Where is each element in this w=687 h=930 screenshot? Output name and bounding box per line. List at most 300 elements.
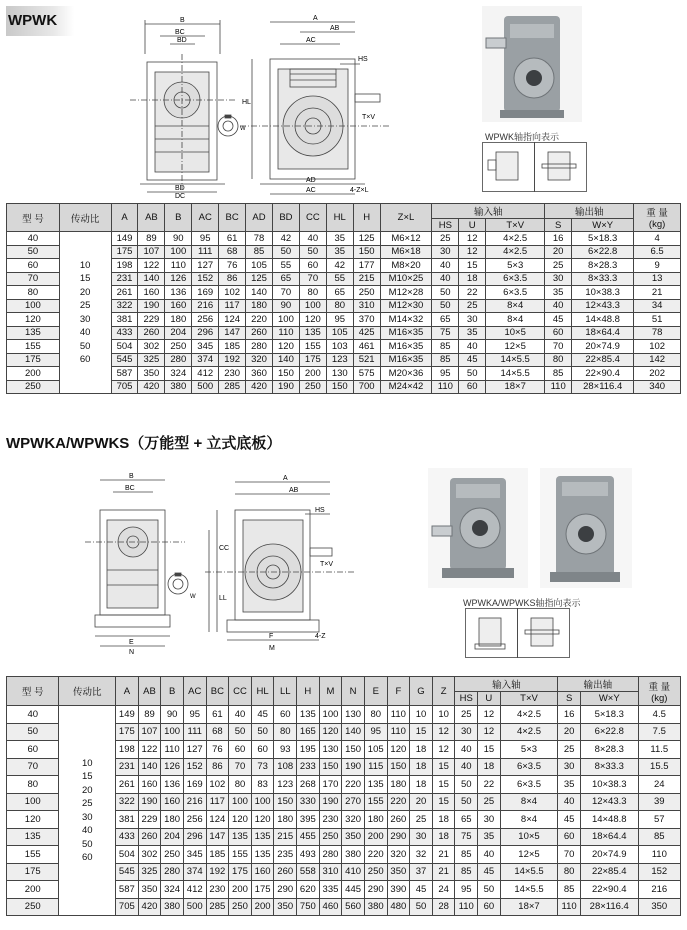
table-cell: 80 [326,299,353,313]
table-cell: 142 [634,353,681,367]
table-cell: 130 [326,367,353,381]
table-cell: 4×2.5 [486,245,545,259]
table-cell: 110 [638,846,680,864]
table-cell: 587 [111,367,138,381]
table-cell: 198 [111,259,138,273]
table-cell: 80 [558,863,581,881]
header-AC: AC [192,204,219,232]
svg-text:LL: LL [219,595,227,602]
table-cell: 40 [299,232,326,246]
table-cell: 545 [111,353,138,367]
table-cell: 190 [342,758,365,776]
table-cell: 70 [7,272,60,286]
table-cell: 40 [7,232,60,246]
header-WY: W×Y [572,219,634,232]
table-cell: 170 [319,776,342,794]
table-cell: 15 [478,741,501,759]
table-cell: 123 [274,776,297,794]
table-cell: 381 [116,811,139,829]
table-cell: M14×32 [380,313,432,327]
table-cell: 150 [353,245,380,259]
svg-text:A: A [283,475,288,482]
table-cell: 190 [138,793,161,811]
table-cell: 40 [558,793,581,811]
header-weight [634,204,681,232]
svg-text:BD: BD [175,185,185,192]
table-cell: 50 [432,299,459,313]
ratio-value: 20 [79,286,91,298]
table-cell: 250 [299,380,326,394]
table-cell: 500 [183,898,206,916]
header-A: A [111,204,138,232]
table-cell: 40 [545,299,572,313]
table-cell: 345 [192,340,219,354]
table-cell: 200 [7,367,60,381]
table-cell: 25 [545,259,572,273]
table-cell: 16 [558,706,581,724]
table-cell: 140 [342,723,365,741]
header2-M: M [319,677,342,706]
table-cell: 40 [432,272,459,286]
table-cell: 705 [116,898,139,916]
table-cell: 10×38.3 [572,286,634,300]
header2-AB: AB [138,677,161,706]
table-cell: 296 [183,828,206,846]
table-cell: 30 [459,313,486,327]
header2-S: S [558,692,581,706]
table-cell: 76 [219,259,246,273]
table-cell: 50 [272,245,299,259]
table-cell: M8×20 [380,259,432,273]
table-cell: M10×25 [380,272,432,286]
table-cell: 40 [455,741,478,759]
ratio-value: 20 [81,784,93,796]
table-cell: 200 [251,898,274,916]
table-cell: 95 [455,881,478,899]
header2-F: F [387,677,410,706]
table-cell: 95 [192,232,219,246]
table-cell: 50 [455,776,478,794]
header2-B: B [161,677,184,706]
table-cell: 73 [251,758,274,776]
table-cell: 493 [297,846,320,864]
header2-TV: T×V [500,692,558,706]
svg-text:N: N [129,649,135,655]
header-AD: AD [246,204,273,232]
table-cell: 120 [7,313,60,327]
table-cell: 150 [319,758,342,776]
table-cell: 250 [7,898,59,916]
table-cell: 18 [432,811,455,829]
table-cell: 6.5 [634,245,681,259]
table-cell: 25 [455,706,478,724]
table-cell: 155 [7,846,59,864]
table-cell: 45 [410,881,433,899]
table-cell: 78 [634,326,681,340]
table-cell: 100 [7,793,59,811]
table-cell: 310 [319,863,342,881]
table-cell: 280 [319,846,342,864]
header2-BC: BC [206,677,229,706]
table-cell: 110 [272,326,299,340]
table-cell: 110 [161,741,184,759]
table-cell: 350 [138,881,161,899]
table-cell: 215 [274,828,297,846]
table-cell: 102 [219,286,246,300]
section1-title: WPWK [6,6,74,36]
table-cell: 152 [183,758,206,776]
table-cell: 177 [353,259,380,273]
table-cell: 380 [165,380,192,394]
table-cell: 45 [459,353,486,367]
table-cell: 12 [478,723,501,741]
table-cell: 100 [251,793,274,811]
table-cell: 4×2.5 [486,232,545,246]
table-cell: 15 [459,259,486,273]
table-cell: 324 [161,881,184,899]
header-output-shaft: 输出轴 [545,204,634,219]
table-cell: 18 [410,758,433,776]
table-cell: 261 [111,286,138,300]
header2-CC: CC [229,677,252,706]
table-cell: 160 [138,776,161,794]
table-cell: 28×116.4 [572,380,634,394]
table-cell: 75 [432,326,459,340]
table-cell: M16×35 [380,353,432,367]
table-cell: 250 [229,898,252,916]
table-cell: 90 [272,299,299,313]
table-cell: 425 [353,326,380,340]
table-cell: 250 [7,380,60,394]
wpwk-orientation-diagram [482,142,587,192]
table-cell: 420 [246,380,273,394]
table-cell: M12×28 [380,286,432,300]
table-cell: M12×30 [380,299,432,313]
table-cell: 50 [459,367,486,381]
table-cell: 175 [251,881,274,899]
table-cell: 124 [219,313,246,327]
table-cell: 200 [299,367,326,381]
header2-Z: Z [432,677,455,706]
svg-text:W: W [240,126,246,132]
table-cell: 40 [432,259,459,273]
table-cell: 86 [219,272,246,286]
header2-model: 型 号 [7,677,59,706]
header2-weight-unit: (kg) [651,692,668,704]
table-cell: 85 [455,863,478,881]
table-cell: 68 [219,245,246,259]
table-cell: 4 [634,232,681,246]
table-cell: 558 [297,863,320,881]
table-cell: 231 [111,272,138,286]
table-cell: 370 [353,313,380,327]
table-cell: 149 [116,706,139,724]
table-cell: 107 [138,245,165,259]
table-cell: 70 [229,758,252,776]
table-cell: 28 [432,898,455,916]
ratio-value: 25 [81,798,93,809]
table-cell: 50 [229,723,252,741]
table-cell: 28×116.4 [580,898,638,916]
table-cell: M20×36 [380,367,432,381]
ratio-value: 50 [81,838,93,850]
table-cell: 10×5 [486,326,545,340]
table-cell: 521 [353,353,380,367]
table-cell: 85 [455,846,478,864]
table-cell: 192 [206,863,229,881]
table-cell: 60 [274,706,297,724]
table-cell: 135 [251,846,274,864]
table-cell: 100 [7,299,60,313]
table-cell: 35 [558,776,581,794]
svg-text:M: M [269,645,275,652]
table-cell: 105 [364,741,387,759]
table-cell: 374 [192,353,219,367]
header-AB: AB [138,204,165,232]
table-cell: 8×4 [486,313,545,327]
table-cell: 60 [229,741,252,759]
table-cell: M6×18 [380,245,432,259]
table-cell: 180 [161,811,184,829]
table-cell: 198 [116,741,139,759]
header2-AC: AC [183,677,206,706]
ratio-cell [59,232,111,394]
table-cell: 30 [545,272,572,286]
table-cell: 80 [364,706,387,724]
table-cell: 85 [558,881,581,899]
table-cell: 110 [455,898,478,916]
table-cell: 50 [7,245,60,259]
table-cell: 126 [161,758,184,776]
table-cell: 230 [319,811,342,829]
svg-text:AC: AC [306,187,316,194]
table-cell: 110 [558,898,581,916]
table-cell: 216 [183,793,206,811]
table-cell: 14×5.5 [486,367,545,381]
table-cell: 100 [229,793,252,811]
table-cell: 8×33.3 [580,758,638,776]
table-cell: 395 [297,811,320,829]
table-cell: 34 [634,299,681,313]
table-cell: 10 [432,706,455,724]
svg-text:HS: HS [358,56,368,63]
table-cell: 70 [558,846,581,864]
table-cell: 30 [478,811,501,829]
table-cell: 45 [558,811,581,829]
table-cell: 350 [138,367,165,381]
table-cell: 185 [219,340,246,354]
header2-ratio: 传动比 [59,677,116,706]
table-cell: 126 [165,272,192,286]
table-cell: 60 [478,898,501,916]
table-cell: 18 [410,776,433,794]
svg-text:T×V: T×V [362,114,376,121]
table-cell: 42 [272,232,299,246]
header-weight-unit: (kg) [648,219,666,230]
table-cell: 95 [326,313,353,327]
table-cell: 14×5.5 [500,881,558,899]
table-cell: 216 [192,299,219,313]
table-cell: 200 [364,828,387,846]
table-cell: 190 [138,299,165,313]
table-cell: 5×3 [500,741,558,759]
table-cell: 24 [638,776,680,794]
table-cell: 75 [455,828,478,846]
table-cell: 350 [387,863,410,881]
wpwk-table-body [7,232,681,394]
table-cell: 460 [319,898,342,916]
table-cell: 15.5 [638,758,680,776]
table-cell: 545 [116,863,139,881]
table-cell: 18 [410,741,433,759]
table-cell: 12×5 [500,846,558,864]
table-cell: 45 [251,706,274,724]
table-cell: 220 [387,793,410,811]
table-cell: 85 [432,353,459,367]
table-cell: 204 [165,326,192,340]
table-cell: 150 [274,793,297,811]
table-cell: 420 [138,898,161,916]
table-cell: 250 [319,828,342,846]
header-weight-label: 重 量 [646,208,668,219]
table-cell: 30 [455,723,478,741]
table-cell: 250 [165,340,192,354]
table-cell: 324 [165,367,192,381]
table-cell: 310 [353,299,380,313]
table-cell: 6×3.5 [500,776,558,794]
table-cell: 25 [459,299,486,313]
table-cell: 50 [410,898,433,916]
table-cell: 15 [410,723,433,741]
table-cell: 65 [326,286,353,300]
svg-text:T×V: T×V [320,561,334,568]
table-cell: 18 [478,758,501,776]
table-cell: 8×28.3 [572,259,634,273]
table-cell: 504 [111,340,138,354]
table-cell: 95 [432,367,459,381]
table-cell: 150 [326,380,353,394]
header2-weight [638,677,680,706]
table-cell: 15 [432,776,455,794]
table-cell: 330 [297,793,320,811]
table-cell: 108 [274,758,297,776]
header-BC: BC [219,204,246,232]
table-cell: 25 [410,811,433,829]
table-cell: 120 [299,313,326,327]
wpwka-front-view-drawing [205,470,355,655]
table-cell: 220 [246,313,273,327]
table-cell: 381 [111,313,138,327]
header2-LL: LL [274,677,297,706]
table-cell: 4×2.5 [500,723,558,741]
table-cell: 100 [319,706,342,724]
table-cell: 57 [638,811,680,829]
table-cell: 500 [192,380,219,394]
table-cell: 433 [116,828,139,846]
table-cell: 35 [478,828,501,846]
svg-text:B: B [129,473,134,480]
table-cell: 302 [138,846,161,864]
table-cell: 127 [192,259,219,273]
table-cell: 4.5 [638,706,680,724]
table-cell: 127 [183,741,206,759]
table-cell: 93 [274,741,297,759]
table-cell: 8×4 [500,811,558,829]
table-cell: 6×22.8 [580,723,638,741]
table-cell: 102 [634,340,681,354]
table-cell: 700 [353,380,380,394]
wpwka-shaft-detail-drawing [160,568,200,604]
table-cell: 150 [342,741,365,759]
table-cell: 8×4 [486,299,545,313]
table-cell: 4×2.5 [500,706,558,724]
table-cell: 6×3.5 [486,272,545,286]
table-cell: 260 [387,811,410,829]
table-cell: 335 [319,881,342,899]
table-cell: 65 [455,811,478,829]
table-cell: 290 [387,828,410,846]
table-cell: 9 [634,259,681,273]
header-S: S [545,219,572,232]
table-cell: 260 [246,326,273,340]
table-cell: 5×18.3 [572,232,634,246]
header-H: H [353,204,380,232]
table-cell: 110 [387,706,410,724]
table-cell: 68 [206,723,229,741]
table-cell: 461 [353,340,380,354]
ratio-value: 30 [81,811,93,823]
header-TV: T×V [486,219,545,232]
table-cell: 120 [387,741,410,759]
svg-text:4-Z: 4-Z [315,633,326,640]
table-cell: M6×12 [380,232,432,246]
table-cell: 233 [297,758,320,776]
table-cell: 8×4 [500,793,558,811]
table-cell: 16 [545,232,572,246]
ratio-value: 60 [79,354,91,365]
table-cell: 45 [478,863,501,881]
table-cell: 560 [342,898,365,916]
table-cell: 12×5 [486,340,545,354]
table-cell: 125 [246,272,273,286]
table-cell: 160 [251,863,274,881]
table-cell: 40 [7,706,59,724]
table-cell: 250 [364,863,387,881]
table-cell: 65 [432,313,459,327]
table-cell: 204 [161,828,184,846]
table-cell: 70 [299,272,326,286]
header2-N: N [342,677,365,706]
table-cell: 302 [138,340,165,354]
table-cell: 12 [459,232,486,246]
table-cell: 60 [558,828,581,846]
table-cell: 111 [192,245,219,259]
table-cell: 480 [387,898,410,916]
table-cell: 12 [432,741,455,759]
wpwks-product-photo [540,468,632,588]
table-cell: 110 [432,380,459,394]
table-cell: 380 [364,898,387,916]
header2-U: U [478,692,501,706]
table-cell: 455 [297,828,320,846]
table-cell: 78 [246,232,273,246]
table-cell: 160 [165,299,192,313]
table-cell: 39 [638,793,680,811]
table-cell: 80 [274,723,297,741]
table-cell: 290 [274,881,297,899]
table-cell: 14×5.5 [486,353,545,367]
table-cell: 120 [251,811,274,829]
